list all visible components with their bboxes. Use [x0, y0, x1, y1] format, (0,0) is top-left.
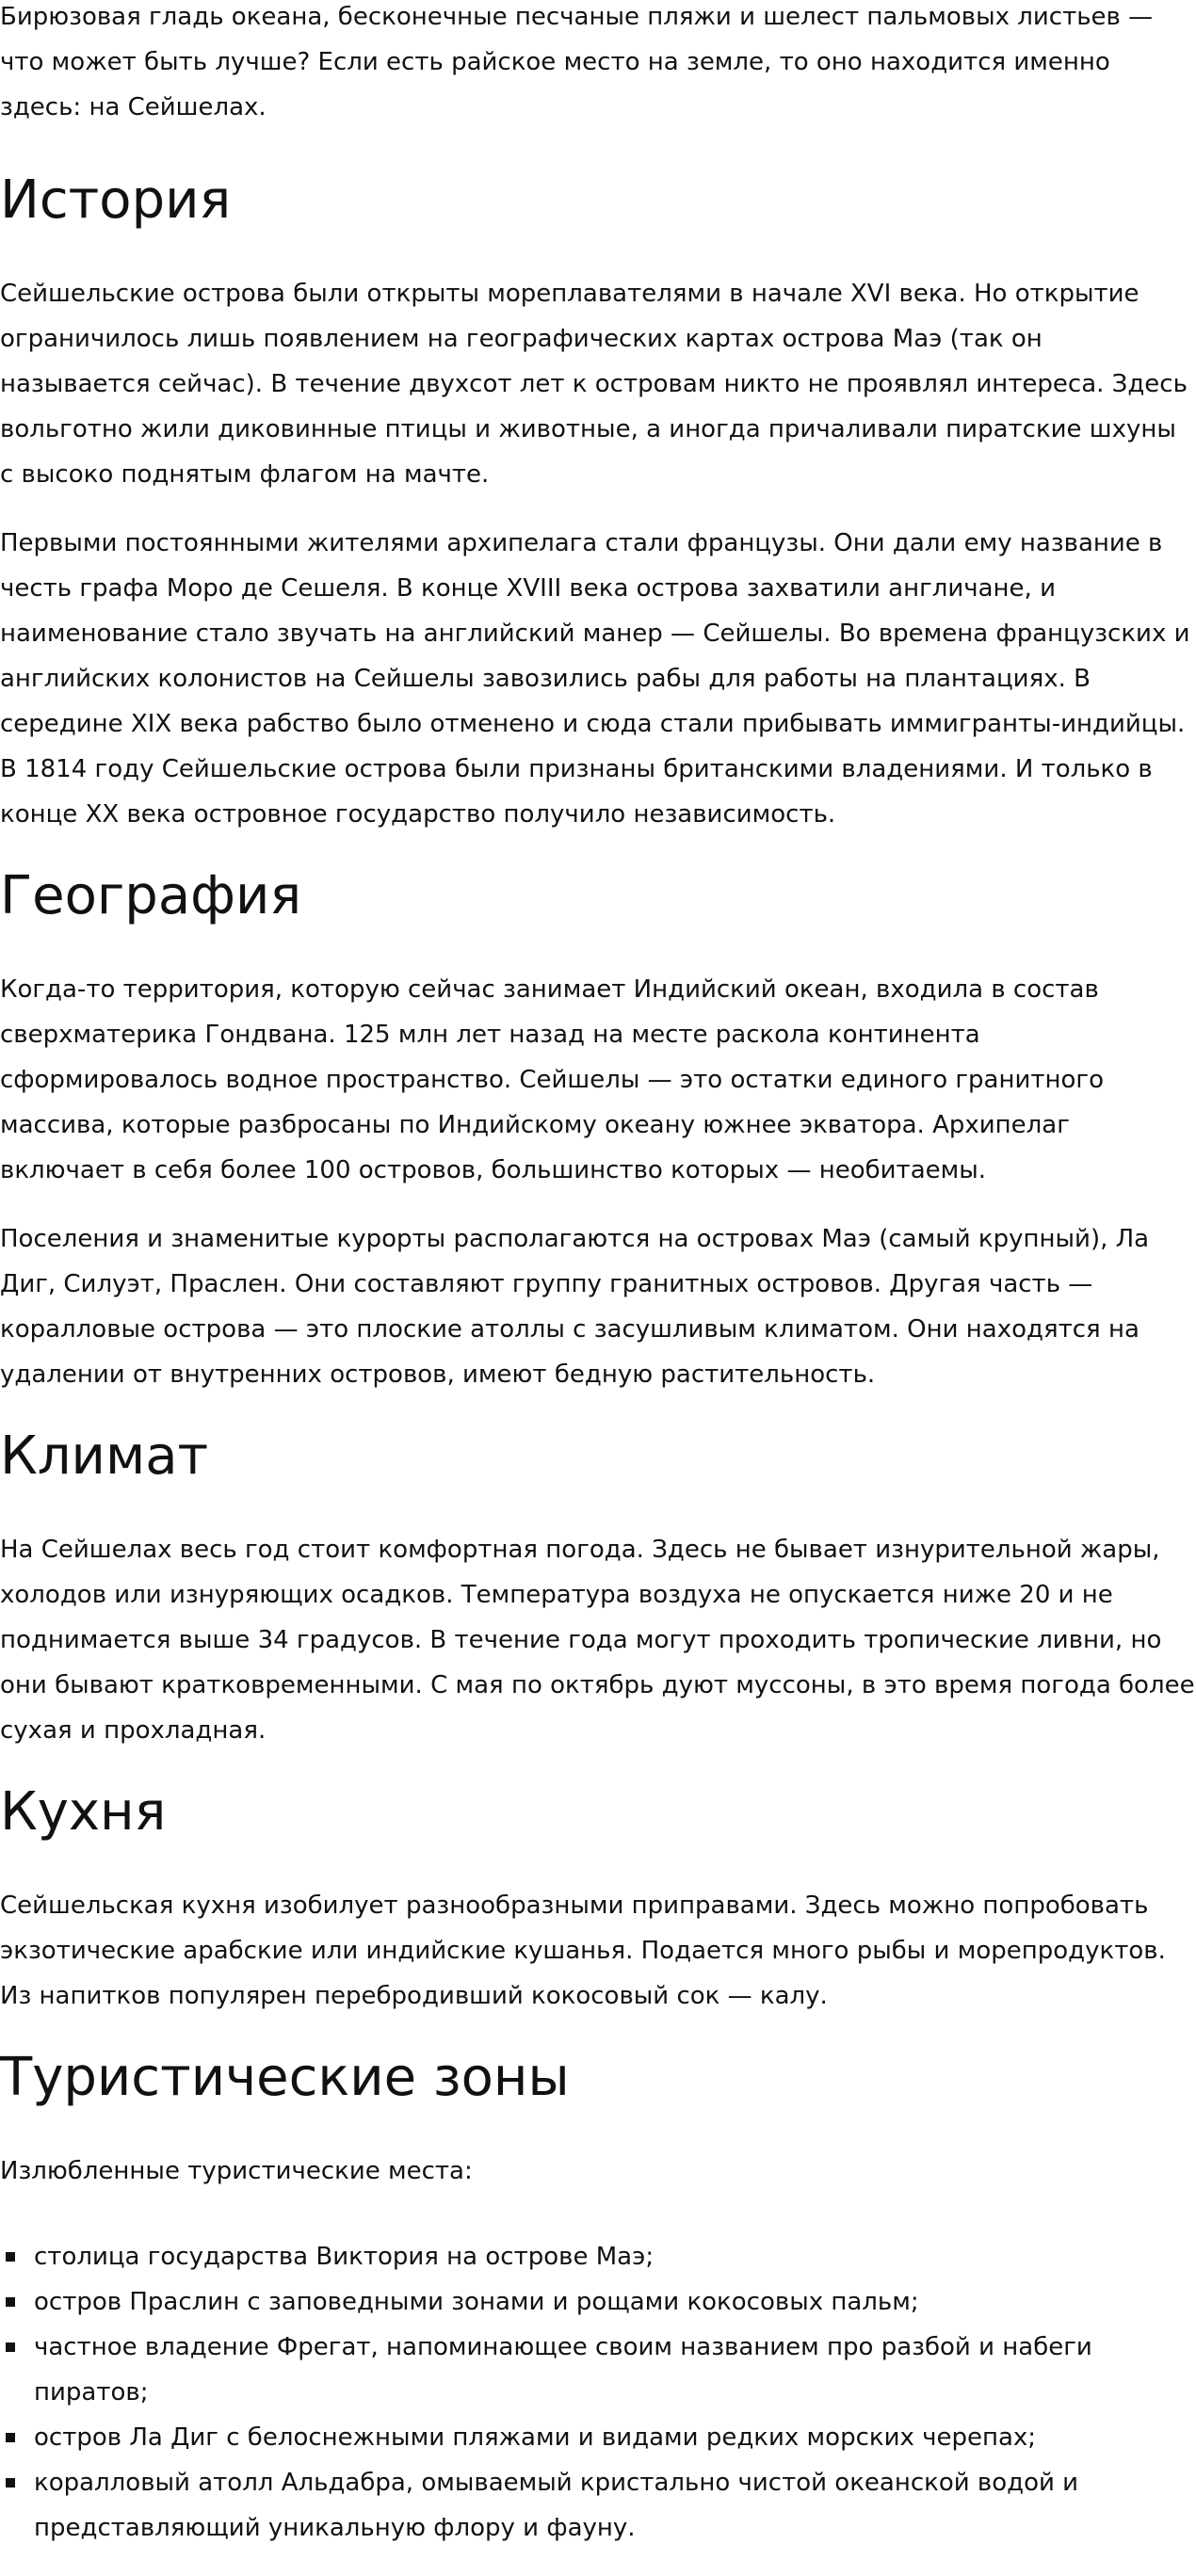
list-item: частное владение Фрегат, напоминающее своим названием про разбой и набеги пиратов; — [0, 2325, 1196, 2415]
geography-paragraph-2: Поселения и знаменитые курорты располагаются на островах Маэ (самый крупный), Ла Диг, Силуэт, Праслен. Они составляют группу гранитных островов. Другая часть — коралловые острова — это плоские атоллы с засушливым климатом. Они находятся на удалении от внутренних островов, имеют бедную растительность. — [0, 1225, 1150, 1389]
geography-paragraph-1: Когда-то территория, которую сейчас занимает Индийский океан, входила в состав сверхматерика Гондвана. 125 млн лет назад на месте раскола континента сформировалось водное пространство. Сейшелы — это остатки единого гранитного массива, которые разбросаны по Индийскому океану южнее экватора. Архипелаг включает в себя более 100 островов, большинство которых — необитаемы. — [0, 975, 1104, 1184]
tourism-list — [0, 2234, 1196, 2551]
section-heading-cuisine: Кухня — [0, 1781, 167, 1843]
list-item: коралловый атолл Альдабра, омываемый кристально чистой океанской водой и представляющий уникальную флору и фауну. — [0, 2460, 1196, 2551]
section-heading-history: История — [0, 169, 232, 231]
section-heading-climate: Климат — [0, 1425, 209, 1487]
cuisine-paragraph-1: Сейшельская кухня изобилует разнообразными приправами. Здесь можно попробовать экзотические арабские или индийские кушанья. Подается много рыбы и морепродуктов. Из напитков популярен перебродивший кокосовый сок — калу. — [0, 1892, 1166, 2010]
history-paragraph-2: Первыми постоянными жителями архипелага стали французы. Они дали ему название в честь графа Моро де Сешеля. В конце XVIII века острова захватили англичане, и наименование стало звучать на английский манер — Сейшелы. Во времена французских и английских колонистов на Сейшелы завозились рабы для работы на плантациях. В середине XIX века рабство было отменено и сюда стали прибывать иммигранты-индийцы. В 1814 году Сейшельские острова были признаны британскими владениями. И только в конце XX века островное государство получило независимость. — [0, 529, 1190, 829]
intro-paragraph: Бирюзовая гладь океана, бесконечные песчаные пляжи и шелест пальмовых листьев — что может быть лучше? Если есть райское место на земле, то оно находится именно здесь: на Сейшелах. — [0, 3, 1154, 121]
list-item: остров Ла Диг с белоснежными пляжами и видами редких морских черепах; — [0, 2415, 1196, 2460]
section-heading-tourism: Туристические зоны — [0, 2047, 570, 2108]
list-item: остров Праслин с заповедными зонами и рощами кокосовых пальм; — [0, 2279, 1196, 2325]
list-item: столица государства Виктория на острове Маэ; — [0, 2234, 1196, 2279]
climate-paragraph-1: На Сейшелах весь год стоит комфортная погода. Здесь не бывает изнурительной жары, холодов или изнуряющих осадков. Температура воздуха не опускается ниже 20 и не поднимается выше 34 градусов. В течение года могут проходить тропические ливни, но они бывают кратковременными. С мая по октябрь дуют муссоны, в это время погода более сухая и прохладная. — [0, 1536, 1195, 1745]
history-paragraph-1: Сейшельские острова были открыты мореплавателями в начале XVI века. Но открытие ограничилось лишь появлением на географических картах острова Маэ (так он называется сейчас). В течение двухсот лет к островам никто не проявлял интереса. Здесь вольготно жили диковинные птицы и животные, а иногда причаливали пиратские шхуны с высоко поднятым флагом на мачте. — [0, 280, 1188, 489]
tourism-paragraph-1: Излюбленные туристические места: — [0, 2157, 473, 2185]
section-heading-geography: География — [0, 865, 302, 926]
